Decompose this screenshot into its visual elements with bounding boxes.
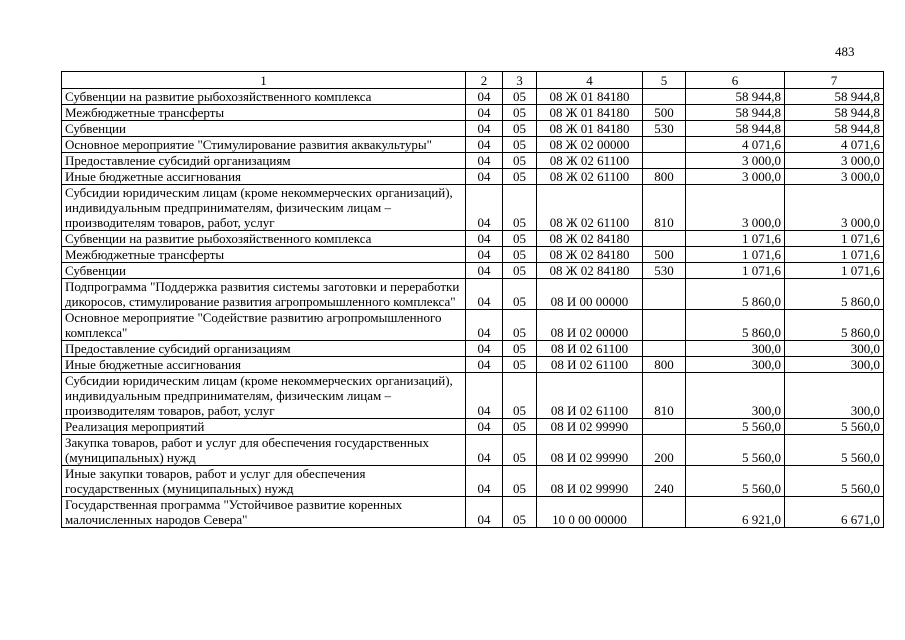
column-header: 6 — [686, 72, 785, 89]
amount-cell-1: 1 071,6 — [686, 247, 785, 263]
amount-cell-1: 58 944,8 — [686, 105, 785, 121]
row-name-cell: Иные бюджетные ассигнования — [62, 357, 466, 373]
target-article-cell: 08 Ж 02 61100 — [537, 169, 643, 185]
section-code-cell: 04 — [466, 263, 503, 279]
table-row — [62, 153, 884, 169]
table-header-row — [62, 72, 884, 89]
row-name-cell: Реализация мероприятий — [62, 419, 466, 435]
expense-type-cell: 800 — [643, 169, 686, 185]
subsection-code-cell: 05 — [503, 435, 537, 466]
subsection-code-cell: 05 — [503, 263, 537, 279]
section-code-cell: 04 — [466, 466, 503, 497]
amount-cell-2: 4 071,6 — [785, 137, 884, 153]
target-article-cell: 08 И 02 99990 — [537, 419, 643, 435]
subsection-code-cell: 05 — [503, 247, 537, 263]
subsection-code-cell: 05 — [503, 466, 537, 497]
row-name-cell: Субсидии юридическим лицам (кроме некоммерческих организаций), индивидуальным предпринимателям, физическим лицам – производителям товаров, работ, услуг — [62, 185, 466, 231]
table-row — [62, 185, 884, 231]
table-row — [62, 137, 884, 153]
section-code-cell: 04 — [466, 435, 503, 466]
target-article-cell: 08 Ж 01 84180 — [537, 105, 643, 121]
section-code-cell: 04 — [466, 153, 503, 169]
subsection-code-cell: 05 — [503, 169, 537, 185]
row-name-cell: Основное мероприятие "Стимулирование развития аквакультуры" — [62, 137, 466, 153]
subsection-code-cell: 05 — [503, 373, 537, 419]
expense-type-cell — [643, 497, 686, 528]
table-row — [62, 435, 884, 466]
expense-type-cell: 530 — [643, 263, 686, 279]
amount-cell-1: 5 860,0 — [686, 279, 785, 310]
section-code-cell: 04 — [466, 185, 503, 231]
column-header: 7 — [785, 72, 884, 89]
target-article-cell: 08 И 02 99990 — [537, 435, 643, 466]
section-code-cell: 04 — [466, 357, 503, 373]
table-row — [62, 419, 884, 435]
target-article-cell: 08 И 02 61100 — [537, 357, 643, 373]
amount-cell-1: 4 071,6 — [686, 137, 785, 153]
target-article-cell: 08 Ж 02 84180 — [537, 247, 643, 263]
subsection-code-cell: 05 — [503, 310, 537, 341]
table-row — [62, 310, 884, 341]
amount-cell-1: 6 921,0 — [686, 497, 785, 528]
target-article-cell: 08 И 02 99990 — [537, 466, 643, 497]
amount-cell-1: 3 000,0 — [686, 169, 785, 185]
section-code-cell: 04 — [466, 497, 503, 528]
amount-cell-2: 3 000,0 — [785, 185, 884, 231]
row-name-cell: Субвенции — [62, 263, 466, 279]
subsection-code-cell: 05 — [503, 279, 537, 310]
table-row — [62, 279, 884, 310]
amount-cell-1: 300,0 — [686, 341, 785, 357]
expense-type-cell: 810 — [643, 373, 686, 419]
expense-type-cell — [643, 279, 686, 310]
table-row — [62, 247, 884, 263]
amount-cell-2: 5 560,0 — [785, 466, 884, 497]
target-article-cell: 08 И 00 00000 — [537, 279, 643, 310]
amount-cell-1: 300,0 — [686, 373, 785, 419]
table-row — [62, 169, 884, 185]
row-name-cell: Подпрограмма "Поддержка развития системы заготовки и переработки дикоросов, стимулирование развития агропромышленного комплекса" — [62, 279, 466, 310]
amount-cell-1: 5 560,0 — [686, 419, 785, 435]
row-name-cell: Субсидии юридическим лицам (кроме некоммерческих организаций), индивидуальным предпринимателям, физическим лицам – производителям товаров, работ, услуг — [62, 373, 466, 419]
target-article-cell: 08 Ж 02 00000 — [537, 137, 643, 153]
column-header: 5 — [643, 72, 686, 89]
column-header: 4 — [537, 72, 643, 89]
expense-type-cell: 810 — [643, 185, 686, 231]
expense-type-cell: 200 — [643, 435, 686, 466]
row-name-cell: Межбюджетные трансферты — [62, 105, 466, 121]
table-row — [62, 466, 884, 497]
section-code-cell: 04 — [466, 231, 503, 247]
row-name-cell: Иные бюджетные ассигнования — [62, 169, 466, 185]
subsection-code-cell: 05 — [503, 137, 537, 153]
subsection-code-cell: 05 — [503, 497, 537, 528]
table-row — [62, 373, 884, 419]
row-name-cell: Государственная программа "Устойчивое развитие коренных малочисленных народов Севера" — [62, 497, 466, 528]
row-name-cell: Субвенции на развитие рыбохозяйственного комплекса — [62, 231, 466, 247]
amount-cell-1: 1 071,6 — [686, 231, 785, 247]
column-header: 2 — [466, 72, 503, 89]
budget-table — [61, 71, 884, 528]
expense-type-cell: 240 — [643, 466, 686, 497]
row-name-cell: Межбюджетные трансферты — [62, 247, 466, 263]
row-name-cell: Предоставление субсидий организациям — [62, 153, 466, 169]
row-name-cell: Иные закупки товаров, работ и услуг для обеспечения государственных (муниципальных) нужд — [62, 466, 466, 497]
row-name-cell: Субвенции на развитие рыбохозяйственного комплекса — [62, 89, 466, 105]
section-code-cell: 04 — [466, 89, 503, 105]
amount-cell-1: 1 071,6 — [686, 263, 785, 279]
subsection-code-cell: 05 — [503, 185, 537, 231]
table-row — [62, 263, 884, 279]
expense-type-cell: 530 — [643, 121, 686, 137]
amount-cell-1: 300,0 — [686, 357, 785, 373]
expense-type-cell: 800 — [643, 357, 686, 373]
target-article-cell: 08 И 02 00000 — [537, 310, 643, 341]
target-article-cell: 08 И 02 61100 — [537, 341, 643, 357]
amount-cell-2: 1 071,6 — [785, 231, 884, 247]
row-name-cell: Субвенции — [62, 121, 466, 137]
section-code-cell: 04 — [466, 247, 503, 263]
amount-cell-1: 5 860,0 — [686, 310, 785, 341]
subsection-code-cell: 05 — [503, 357, 537, 373]
table-row — [62, 89, 884, 105]
amount-cell-2: 58 944,8 — [785, 89, 884, 105]
section-code-cell: 04 — [466, 373, 503, 419]
expense-type-cell: 500 — [643, 105, 686, 121]
subsection-code-cell: 05 — [503, 419, 537, 435]
target-article-cell: 10 0 00 00000 — [537, 497, 643, 528]
table-row — [62, 231, 884, 247]
amount-cell-1: 3 000,0 — [686, 153, 785, 169]
expense-type-cell — [643, 419, 686, 435]
table-row — [62, 341, 884, 357]
target-article-cell: 08 Ж 01 84180 — [537, 121, 643, 137]
table-row — [62, 357, 884, 373]
row-name-cell: Предоставление субсидий организациям — [62, 341, 466, 357]
amount-cell-2: 1 071,6 — [785, 247, 884, 263]
subsection-code-cell: 05 — [503, 231, 537, 247]
section-code-cell: 04 — [466, 310, 503, 341]
target-article-cell: 08 Ж 02 84180 — [537, 263, 643, 279]
table-row — [62, 497, 884, 528]
amount-cell-2: 5 560,0 — [785, 435, 884, 466]
section-code-cell: 04 — [466, 341, 503, 357]
amount-cell-1: 58 944,8 — [686, 89, 785, 105]
target-article-cell: 08 Ж 01 84180 — [537, 89, 643, 105]
section-code-cell: 04 — [466, 419, 503, 435]
section-code-cell: 04 — [466, 105, 503, 121]
amount-cell-2: 5 860,0 — [785, 310, 884, 341]
expense-type-cell — [643, 153, 686, 169]
amount-cell-2: 3 000,0 — [785, 153, 884, 169]
amount-cell-1: 58 944,8 — [686, 121, 785, 137]
target-article-cell: 08 Ж 02 61100 — [537, 153, 643, 169]
row-name-cell: Основное мероприятие "Содействие развитию агропромышленного комплекса" — [62, 310, 466, 341]
subsection-code-cell: 05 — [503, 105, 537, 121]
subsection-code-cell: 05 — [503, 89, 537, 105]
column-header: 3 — [503, 72, 537, 89]
expense-type-cell: 500 — [643, 247, 686, 263]
section-code-cell: 04 — [466, 137, 503, 153]
amount-cell-2: 300,0 — [785, 373, 884, 419]
expense-type-cell — [643, 89, 686, 105]
subsection-code-cell: 05 — [503, 153, 537, 169]
subsection-code-cell: 05 — [503, 121, 537, 137]
amount-cell-1: 5 560,0 — [686, 466, 785, 497]
section-code-cell: 04 — [466, 169, 503, 185]
target-article-cell: 08 И 02 61100 — [537, 373, 643, 419]
section-code-cell: 04 — [466, 279, 503, 310]
amount-cell-2: 58 944,8 — [785, 105, 884, 121]
subsection-code-cell: 05 — [503, 341, 537, 357]
amount-cell-2: 300,0 — [785, 357, 884, 373]
page-number: 483 — [835, 44, 855, 59]
amount-cell-2: 5 560,0 — [785, 419, 884, 435]
expense-type-cell — [643, 231, 686, 247]
amount-cell-2: 58 944,8 — [785, 121, 884, 137]
expense-type-cell — [643, 341, 686, 357]
amount-cell-2: 1 071,6 — [785, 263, 884, 279]
amount-cell-1: 5 560,0 — [686, 435, 785, 466]
target-article-cell: 08 Ж 02 61100 — [537, 185, 643, 231]
row-name-cell: Закупка товаров, работ и услуг для обеспечения государственных (муниципальных) нужд — [62, 435, 466, 466]
column-header: 1 — [62, 72, 466, 89]
expense-type-cell — [643, 137, 686, 153]
amount-cell-2: 5 860,0 — [785, 279, 884, 310]
target-article-cell: 08 Ж 02 84180 — [537, 231, 643, 247]
section-code-cell: 04 — [466, 121, 503, 137]
table-row — [62, 105, 884, 121]
amount-cell-2: 300,0 — [785, 341, 884, 357]
amount-cell-2: 3 000,0 — [785, 169, 884, 185]
expense-type-cell — [643, 310, 686, 341]
table-row — [62, 121, 884, 137]
amount-cell-2: 6 671,0 — [785, 497, 884, 528]
amount-cell-1: 3 000,0 — [686, 185, 785, 231]
